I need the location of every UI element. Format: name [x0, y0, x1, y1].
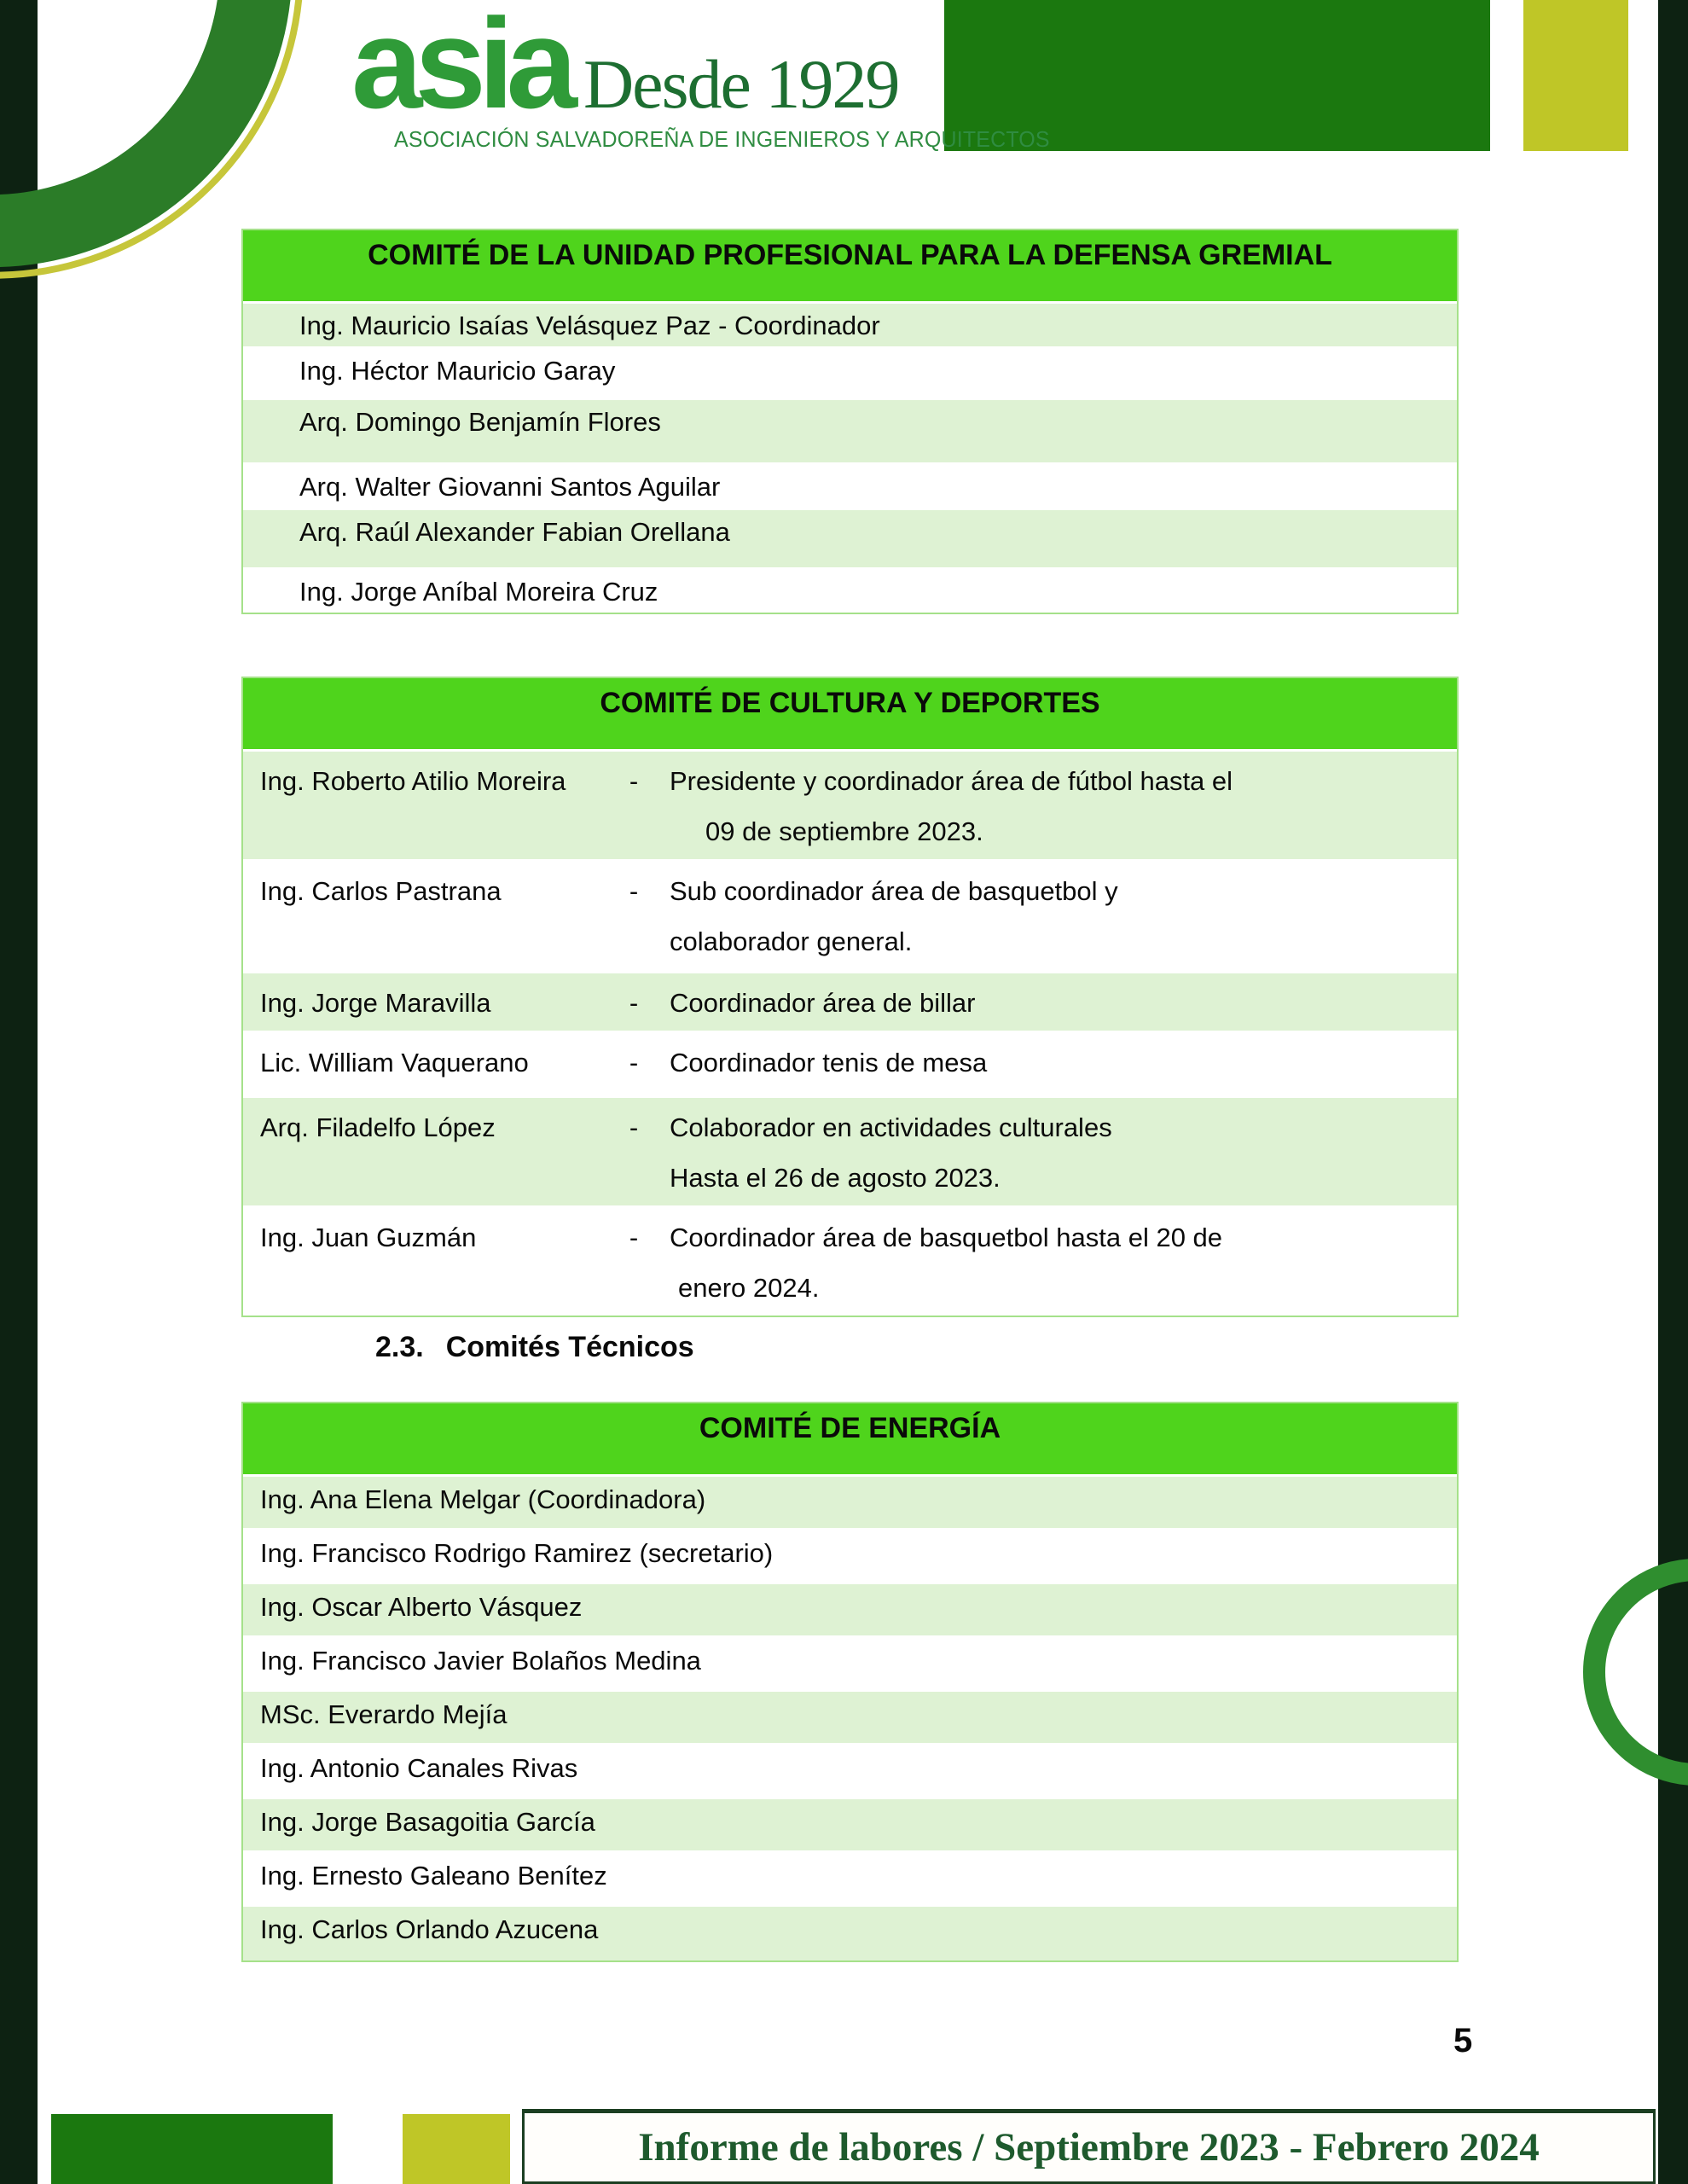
- member-role: [670, 1213, 1445, 1314]
- table-row: [243, 1531, 1457, 1584]
- asia-logo: [351, 0, 1077, 153]
- member-name: Ing. Ernesto Galeano Benítez: [260, 1861, 607, 1891]
- member-name: Ing. Héctor Mauricio Garay: [299, 356, 616, 386]
- role-line: Colaborador en actividades culturales: [670, 1112, 1112, 1143]
- table-row: [243, 1208, 1457, 1316]
- role-dash: -: [629, 988, 639, 1019]
- member-name: Ing. Juan Guzmán: [260, 1222, 477, 1252]
- table-row: [243, 1907, 1457, 1960]
- table-defensa-gremial: [241, 229, 1459, 614]
- table-row: [243, 1098, 1457, 1208]
- table-cultura-deportes: [241, 677, 1459, 1317]
- footer-text: Informe de labores / Septiembre 2023 - Febrero 2024: [638, 2125, 1540, 2169]
- member-name: Ing. Carlos Pastrana: [260, 876, 502, 907]
- table-row: [243, 1745, 1457, 1799]
- member-role: [670, 757, 1445, 857]
- table-row: [243, 862, 1457, 973]
- member-name: Arq. Domingo Benjamín Flores: [299, 407, 661, 438]
- table-row: [243, 973, 1457, 1033]
- footer-bar-yellow: [403, 2114, 510, 2184]
- table-row: [243, 1584, 1457, 1638]
- table-title: COMITÉ DE LA UNIDAD PROFESIONAL PARA LA DEFENSA GREMIAL: [243, 230, 1457, 304]
- page-number: 5: [1453, 2022, 1473, 2059]
- section-number: 2.3.: [375, 1331, 424, 1363]
- brand-wordmark: asia: [351, 0, 570, 135]
- table-row: [243, 1799, 1457, 1853]
- role-line: Hasta el 26 de agosto 2023.: [670, 1162, 1001, 1193]
- brand-since: Desde 1929: [583, 45, 899, 123]
- table-row: [243, 400, 1457, 465]
- member-name: Ing. Francisco Rodrigo Ramirez (secretario): [260, 1538, 774, 1569]
- role-dash: -: [629, 876, 639, 907]
- member-name: Arq. Filadelfo López: [260, 1112, 496, 1143]
- table-rows: [243, 1477, 1457, 1960]
- member-role: [670, 1103, 1445, 1204]
- member-role: [670, 1038, 1445, 1089]
- table-row: [243, 1477, 1457, 1531]
- member-name: Ing. Jorge Aníbal Moreira Cruz: [299, 576, 658, 607]
- table-row: [243, 510, 1457, 570]
- role-dash: -: [629, 1222, 639, 1252]
- role-dash: -: [629, 1112, 639, 1143]
- role-line: Sub coordinador área de basquetbol y: [670, 876, 1118, 907]
- table-row: [243, 465, 1457, 510]
- member-role: [670, 867, 1445, 967]
- member-name: Ing. Antonio Canales Rivas: [260, 1753, 578, 1784]
- table-row: [243, 349, 1457, 400]
- member-name: Ing. Ana Elena Melgar (Coordinadora): [260, 1484, 706, 1515]
- role-line: 09 de septiembre 2023.: [705, 816, 983, 847]
- table-row: [243, 752, 1457, 862]
- table-row: [243, 1033, 1457, 1098]
- member-name: Arq. Raúl Alexander Fabian Orellana: [299, 516, 730, 547]
- member-name: Ing. Jorge Maravilla: [260, 988, 491, 1019]
- role-line: Presidente y coordinador área de fútbol hasta el: [670, 766, 1233, 797]
- section-heading: [375, 1331, 694, 1364]
- table-title: COMITÉ DE CULTURA Y DEPORTES: [243, 678, 1457, 752]
- table-rows: [243, 304, 1457, 613]
- table-row: [243, 1692, 1457, 1745]
- member-name: Ing. Francisco Javier Bolaños Medina: [260, 1646, 701, 1676]
- table-row: [243, 570, 1457, 613]
- member-name: Ing. Carlos Orlando Azucena: [260, 1914, 599, 1945]
- table-energia: [241, 1402, 1459, 1962]
- member-name: Ing. Mauricio Isaías Velásquez Paz - Coordinador: [299, 311, 880, 341]
- table-row: [243, 1638, 1457, 1692]
- right-edge-bar: [1658, 0, 1688, 2184]
- role-line: Coordinador área de billar: [670, 988, 976, 1019]
- role-line: Coordinador área de basquetbol hasta el 20 de: [670, 1222, 1223, 1252]
- member-role: [670, 979, 1445, 1029]
- table-title: COMITÉ DE ENERGÍA: [243, 1403, 1457, 1477]
- footer-banner: [522, 2109, 1656, 2184]
- member-name: Arq. Walter Giovanni Santos Aguilar: [299, 472, 721, 502]
- role-dash: -: [629, 1048, 639, 1078]
- role-line: Coordinador tenis de mesa: [670, 1048, 988, 1078]
- footer-bar-green: [51, 2114, 333, 2184]
- role-line: enero 2024.: [678, 1272, 820, 1303]
- member-name: Lic. William Vaquerano: [260, 1048, 529, 1078]
- member-name: Ing. Jorge Basagoitia García: [260, 1807, 595, 1838]
- ring-decoration-icon: [1517, 1527, 1688, 1817]
- role-dash: -: [629, 766, 639, 797]
- table-rows: [243, 752, 1457, 1315]
- member-name: Ing. Roberto Atilio Moreira: [260, 766, 566, 797]
- table-row: [243, 304, 1457, 349]
- top-accent-square: [1523, 0, 1628, 151]
- section-title: Comités Técnicos: [445, 1331, 694, 1363]
- table-row: [243, 1853, 1457, 1907]
- member-name: Ing. Oscar Alberto Vásquez: [260, 1592, 583, 1623]
- member-name: MSc. Everardo Mejía: [260, 1699, 508, 1730]
- brand-tagline: ASOCIACIÓN SALVADOREÑA DE INGENIEROS Y ARQUITECTOS: [394, 125, 1050, 152]
- role-line: colaborador general.: [670, 926, 913, 957]
